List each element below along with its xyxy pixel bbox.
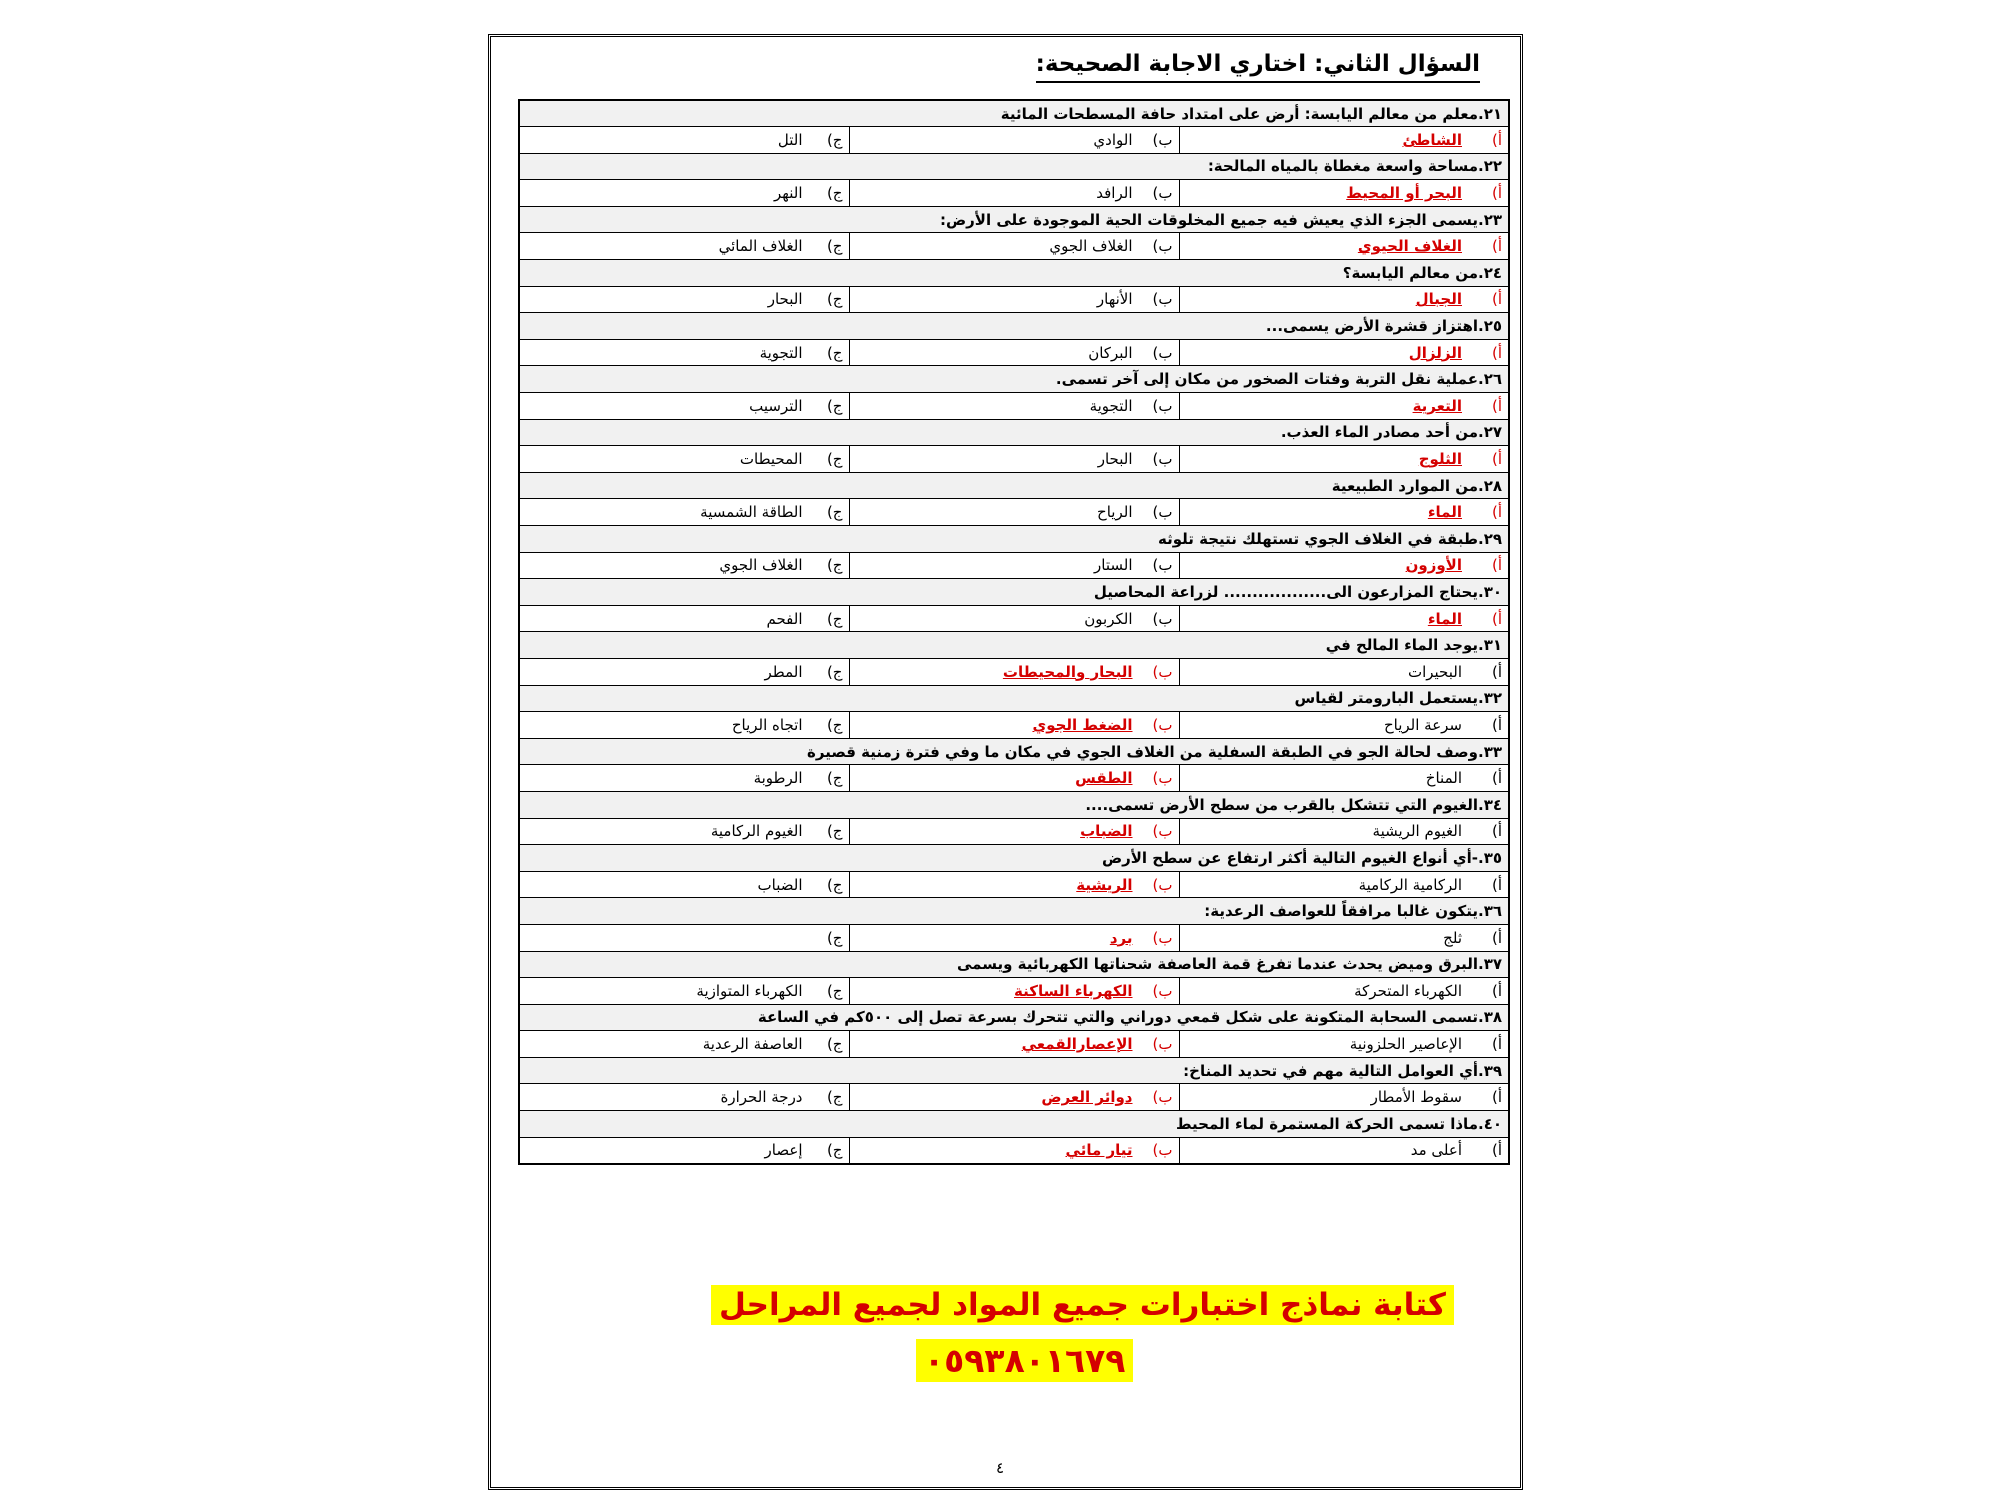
question-stem: ٣١.يوجد الماء المالح في [519, 632, 1509, 659]
correct-answer-text: الغلاف الحيوي [1357, 237, 1462, 256]
option-label: ب) [1152, 662, 1173, 681]
option-label: أ) [1491, 503, 1502, 522]
option-cell[interactable] [849, 446, 1179, 473]
options-row [519, 339, 1509, 366]
option-label: أ) [1491, 1088, 1502, 1107]
option-label: ب) [1152, 1141, 1173, 1160]
question-row [519, 791, 1509, 818]
correct-answer-text: تيار مائي [1065, 1141, 1133, 1160]
option-label: ب) [1152, 130, 1173, 149]
option-text: التجوية [1089, 396, 1133, 415]
option-label: ج) [826, 290, 843, 309]
option-text: الرياح [1097, 503, 1133, 522]
options-row [519, 978, 1509, 1005]
correct-answer-text: الكهرباء الساكنة [1014, 981, 1133, 1000]
option-text: أعلى مد [1410, 1141, 1462, 1160]
option-label: ج) [826, 609, 843, 628]
question-stem: ٣٣.وصف لحالة الجو في الطبقة السفلية من الغلاف الجوي في مكان ما وفي فترة زمنية قصيرة [519, 738, 1509, 765]
option-text: إعصار [764, 1141, 803, 1160]
option-cell[interactable] [849, 712, 1179, 739]
options-row [519, 605, 1509, 632]
option-text: اتجاه الرياح [731, 715, 803, 734]
worksheet-page [488, 34, 1523, 1490]
option-label: ج) [826, 343, 843, 362]
option-label: ب) [1152, 343, 1173, 362]
question-stem: ٢٩.طبقة في الغلاف الجوي تستهلك نتيجة تلوثه [519, 526, 1509, 553]
question-stem: ٢٢.مساحة واسعة مغطاة بالمياه المالحة: [519, 153, 1509, 180]
option-cell[interactable] [519, 1137, 849, 1164]
option-label: أ) [1491, 822, 1502, 841]
option-cell[interactable] [849, 765, 1179, 792]
option-cell[interactable] [519, 871, 849, 898]
option-cell[interactable] [519, 180, 849, 207]
option-cell[interactable] [1179, 1137, 1509, 1164]
option-cell[interactable] [849, 658, 1179, 685]
option-label: أ) [1491, 130, 1502, 149]
option-cell[interactable] [1179, 924, 1509, 951]
option-cell[interactable] [519, 1084, 849, 1111]
question-row [519, 845, 1509, 872]
option-cell[interactable] [849, 818, 1179, 845]
option-cell[interactable] [519, 818, 849, 845]
option-cell[interactable] [1179, 552, 1509, 579]
option-label: ب) [1152, 184, 1173, 203]
options-row [519, 499, 1509, 526]
option-text: الكهرباء المتوازية [696, 981, 803, 1000]
question-row [519, 1057, 1509, 1084]
option-label: أ) [1491, 237, 1502, 256]
option-cell[interactable] [1179, 393, 1509, 420]
option-text: الغلاف المائي [718, 237, 803, 256]
options-row [519, 393, 1509, 420]
correct-answer-text: برد [1109, 928, 1133, 947]
question-stem: ٤٠.ماذا تسمى الحركة المستمرة لماء المحيط [519, 1111, 1509, 1138]
option-cell[interactable] [1179, 1084, 1509, 1111]
option-label: ب) [1152, 715, 1173, 734]
option-label: أ) [1491, 343, 1502, 362]
correct-answer-text: الزلزال [1408, 343, 1462, 362]
option-label: ج) [826, 662, 843, 681]
question-stem: ٢٨.من الموارد الطبيعية [519, 472, 1509, 499]
option-text: الكهرباء المتحركة [1354, 981, 1462, 1000]
question-row [519, 685, 1509, 712]
option-cell[interactable] [849, 180, 1179, 207]
option-text: البركان [1088, 343, 1133, 362]
option-label: أ) [1491, 1141, 1502, 1160]
option-label: أ) [1491, 184, 1502, 203]
option-text: الغيوم الريشية [1372, 822, 1462, 841]
option-cell[interactable] [1179, 1031, 1509, 1058]
option-cell[interactable] [1179, 658, 1509, 685]
option-label: ج) [826, 875, 843, 894]
option-text: الطاقة الشمسية [700, 503, 803, 522]
option-cell[interactable] [519, 1031, 849, 1058]
question-row [519, 1004, 1509, 1031]
option-label: أ) [1491, 556, 1502, 575]
option-label: ج) [826, 981, 843, 1000]
option-cell[interactable] [519, 765, 849, 792]
option-label: ب) [1152, 237, 1173, 256]
correct-answer-text: الأوزون [1405, 556, 1462, 575]
option-cell[interactable] [849, 286, 1179, 313]
options-row [519, 286, 1509, 313]
option-cell[interactable] [1179, 818, 1509, 845]
option-text: التجوية [759, 343, 803, 362]
option-text: البحار [767, 290, 803, 309]
option-cell[interactable] [849, 1031, 1179, 1058]
option-text: الركامية الركامية [1358, 875, 1462, 894]
option-cell[interactable] [1179, 446, 1509, 473]
correct-answer-text: الجبال [1415, 290, 1462, 309]
option-cell[interactable] [849, 552, 1179, 579]
options-row [519, 233, 1509, 260]
question-row [519, 472, 1509, 499]
question-stem: ٣٤.الغيوم التي تتشكل بالقرب من سطح الأرض تسمى.... [519, 791, 1509, 818]
option-cell[interactable] [1179, 765, 1509, 792]
option-label: ب) [1152, 609, 1173, 628]
options-row [519, 127, 1509, 154]
option-text: سقوط الأمطار [1370, 1088, 1462, 1107]
page-number: ٤ [996, 1459, 1005, 1477]
question-row [519, 206, 1509, 233]
correct-answer-text: الثلوج [1418, 450, 1462, 469]
question-stem: ٢٤.من معالم اليابسة؟ [519, 260, 1509, 287]
option-cell[interactable] [849, 1137, 1179, 1164]
option-cell[interactable] [849, 1084, 1179, 1111]
option-text: الضباب [757, 875, 803, 894]
option-cell[interactable] [849, 605, 1179, 632]
option-label: أ) [1491, 396, 1502, 415]
heading-main: السؤال الثاني [1323, 51, 1480, 77]
phone-number: ٠٥٩٣٨٠١٦٧٩ [916, 1339, 1133, 1382]
option-label: أ) [1491, 290, 1502, 309]
option-label: أ) [1491, 1035, 1502, 1054]
option-cell[interactable] [1179, 978, 1509, 1005]
option-label: ب) [1152, 928, 1173, 947]
option-cell[interactable] [1179, 286, 1509, 313]
question-row [519, 632, 1509, 659]
question-stem: ٢٣.يسمى الجزء الذي يعيش فيه جميع المخلوقات الحية الموجودة على الأرض: [519, 206, 1509, 233]
option-cell[interactable] [519, 339, 849, 366]
option-label: ب) [1152, 556, 1173, 575]
options-row [519, 765, 1509, 792]
options-row [519, 1137, 1509, 1164]
correct-answer-text: الضباب [1080, 822, 1133, 841]
option-text: الإعاصير الحلزونية [1349, 1035, 1462, 1054]
promo-banner: كتابة نماذج اختبارات جميع المواد لجميع المراحل [711, 1285, 1454, 1325]
section-heading [1036, 51, 1480, 83]
option-text: المطر [764, 662, 803, 681]
option-text: الرافد [1096, 184, 1133, 203]
correct-answer-text: البحار والمحيطات [1002, 662, 1133, 681]
question-row [519, 260, 1509, 287]
option-cell[interactable] [519, 393, 849, 420]
option-text: المناخ [1425, 769, 1462, 788]
question-row [519, 738, 1509, 765]
option-label: ج) [826, 928, 843, 947]
option-text: العاصفة الرعدية [702, 1035, 803, 1054]
option-cell[interactable] [519, 286, 849, 313]
question-stem: ٣٨.تسمى السحابة المتكونة على شكل قمعي دوراني والتي تتحرك بسرعة تصل إلى ٥٠٠كم في الساعة [519, 1004, 1509, 1031]
option-label: ب) [1152, 1035, 1173, 1054]
question-row [519, 100, 1509, 127]
question-row [519, 579, 1509, 606]
option-cell[interactable] [519, 127, 849, 154]
option-label: ب) [1152, 450, 1173, 469]
option-cell[interactable] [849, 978, 1179, 1005]
option-text: الكربون [1084, 609, 1133, 628]
question-stem: ٢٥.اهتزاز قشرة الأرض يسمى... [519, 313, 1509, 340]
option-label: أ) [1491, 875, 1502, 894]
option-label: ب) [1152, 769, 1173, 788]
option-text: الفحم [766, 609, 803, 628]
options-row [519, 924, 1509, 951]
correct-answer-text: الماء [1427, 503, 1462, 522]
question-stem: ٢٧.من أحد مصادر الماء العذب. [519, 419, 1509, 446]
option-label: ب) [1152, 822, 1173, 841]
option-label: ج) [826, 556, 843, 575]
option-text: ثلج [1443, 928, 1462, 947]
question-row [519, 1111, 1509, 1138]
option-text: درجة الحرارة [720, 1088, 803, 1107]
option-cell[interactable] [1179, 871, 1509, 898]
option-label: أ) [1491, 769, 1502, 788]
option-label: أ) [1491, 662, 1502, 681]
option-label: ب) [1152, 503, 1173, 522]
option-cell[interactable] [1179, 339, 1509, 366]
option-cell[interactable] [1179, 127, 1509, 154]
options-row [519, 1031, 1509, 1058]
question-stem: ٢١.معلم من معالم اليابسة: أرض على امتداد حافة المسطحات المائية [519, 100, 1509, 127]
question-stem: ٣٩.أي العوامل التالية مهم في تحديد المناخ: [519, 1057, 1509, 1084]
option-label: ب) [1152, 981, 1173, 1000]
option-text: التل [777, 130, 803, 149]
option-cell[interactable] [849, 127, 1179, 154]
question-row [519, 898, 1509, 925]
option-cell[interactable] [519, 446, 849, 473]
option-text: البحيرات [1407, 662, 1462, 681]
option-cell[interactable] [849, 393, 1179, 420]
option-text: النهر [774, 184, 803, 203]
option-label: ب) [1152, 396, 1173, 415]
option-cell[interactable] [519, 978, 849, 1005]
question-row [519, 951, 1509, 978]
question-row [519, 153, 1509, 180]
option-text: الغلاف الجوي [719, 556, 803, 575]
option-text: الأنهار [1096, 290, 1133, 309]
option-text: الرطوبة [753, 769, 803, 788]
option-cell[interactable] [849, 233, 1179, 260]
option-text: الستار [1094, 556, 1133, 575]
option-label: أ) [1491, 609, 1502, 628]
option-label: ب) [1152, 290, 1173, 309]
correct-answer-text: الإعصارالقمعي [1021, 1035, 1133, 1054]
correct-answer-text: البحر أو المحيط [1346, 184, 1462, 203]
correct-answer-text: الماء [1427, 609, 1462, 628]
option-cell[interactable] [519, 712, 849, 739]
option-label: ج) [826, 1088, 843, 1107]
options-row [519, 180, 1509, 207]
heading-tail: : اختاري الاجابة الصحيحة: [1035, 51, 1324, 77]
option-cell[interactable] [1179, 180, 1509, 207]
option-text: الغلاف الجوي [1049, 237, 1133, 256]
correct-answer-text: الطقس [1075, 769, 1133, 788]
option-cell[interactable] [849, 339, 1179, 366]
option-label: ج) [826, 715, 843, 734]
question-row [519, 526, 1509, 553]
option-cell[interactable] [1179, 233, 1509, 260]
question-stem: ٣٦.يتكون غالبا مرافقاً للعواصف الرعدية: [519, 898, 1509, 925]
option-cell[interactable] [519, 552, 849, 579]
question-stem: ٣٢.يستعمل البارومتر لقياس [519, 685, 1509, 712]
correct-answer-text: الريشية [1076, 875, 1133, 894]
option-cell[interactable] [1179, 605, 1509, 632]
option-label: ج) [826, 130, 843, 149]
option-text: الترسيب [749, 396, 803, 415]
question-stem: ٢٦.عملية نقل التربة وفتات الصخور من مكان إلى آخر تسمى. [519, 366, 1509, 393]
option-label: أ) [1491, 450, 1502, 469]
correct-answer-text: الشاطئ [1402, 130, 1462, 149]
option-label: أ) [1491, 715, 1502, 734]
option-text: المحيطات [739, 450, 803, 469]
option-cell[interactable] [519, 924, 849, 951]
question-stem: ٣٥.-أي أنواع الغيوم التالية أكثر ارتفاع عن سطح الأرض [519, 845, 1509, 872]
option-cell[interactable] [519, 499, 849, 526]
option-cell[interactable] [519, 605, 849, 632]
option-cell[interactable] [849, 499, 1179, 526]
option-label: أ) [1491, 928, 1502, 947]
option-cell[interactable] [519, 233, 849, 260]
option-label: ج) [826, 237, 843, 256]
question-row [519, 419, 1509, 446]
options-row [519, 1084, 1509, 1111]
option-label: ج) [826, 1141, 843, 1160]
option-label: ج) [826, 396, 843, 415]
correct-answer-text: دوائر العرض [1041, 1088, 1133, 1107]
option-label: ج) [826, 769, 843, 788]
option-cell[interactable] [519, 658, 849, 685]
option-text: البحار [1097, 450, 1133, 469]
option-label: ب) [1152, 1088, 1173, 1107]
option-cell[interactable] [849, 871, 1179, 898]
option-label: ج) [826, 503, 843, 522]
question-stem: ٣٧.البرق وميض يحدث عندما تفرغ قمة العاصفة شحناتها الكهربائية ويسمى [519, 951, 1509, 978]
option-cell[interactable] [849, 924, 1179, 951]
option-text: الوادي [1093, 130, 1133, 149]
options-row [519, 658, 1509, 685]
option-label: ج) [826, 1035, 843, 1054]
option-text: الغيوم الركامية [710, 822, 803, 841]
option-cell[interactable] [1179, 499, 1509, 526]
question-row [519, 366, 1509, 393]
correct-answer-text: الضغط الجوي [1032, 715, 1133, 734]
option-label: ب) [1152, 875, 1173, 894]
option-label: ج) [826, 184, 843, 203]
question-row [519, 313, 1509, 340]
option-label: ج) [826, 450, 843, 469]
options-row [519, 712, 1509, 739]
question-stem: ٣٠.يحتاج المزارعون الى.................. لزراعة المحاصيل [519, 579, 1509, 606]
option-text: سرعة الرياح [1383, 715, 1462, 734]
correct-answer-text: التعرية [1412, 396, 1462, 415]
option-label: ج) [826, 822, 843, 841]
options-row [519, 446, 1509, 473]
questions-table [518, 99, 1510, 1165]
option-cell[interactable] [1179, 712, 1509, 739]
options-row [519, 871, 1509, 898]
options-row [519, 552, 1509, 579]
option-label: أ) [1491, 981, 1502, 1000]
options-row [519, 818, 1509, 845]
